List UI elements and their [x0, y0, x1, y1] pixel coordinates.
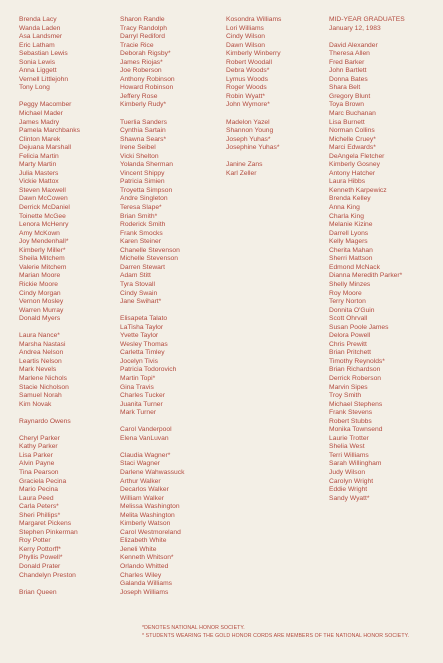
column-spacer [19, 409, 80, 418]
graduate-name: Julia Masters [19, 169, 59, 177]
graduate-name: Charles Tucker [120, 392, 165, 400]
graduate-name: Frank Smocks [120, 229, 163, 237]
graduate-name: Felicia Martin [19, 152, 59, 160]
graduate-name: Yvette Taylor [120, 332, 159, 340]
graduate-name: Orlando Whitted [120, 563, 169, 570]
graduate-name: Brenda Lacy [19, 16, 57, 23]
graduate-name: Marian Moore [19, 272, 61, 280]
graduate-name: Melita Washington [120, 511, 175, 519]
graduate-name: Yolanda Sherman [120, 161, 173, 169]
graduate-name: Warren Murray [19, 306, 64, 314]
graduate-name: Marci Edwards* [329, 144, 376, 152]
graduate-name: Carletta Timley [120, 349, 165, 357]
graduate-name: Monika Townsend [329, 426, 383, 434]
graduate-name: Joseph Yuhas* [226, 135, 271, 143]
graduate-name: Kimberly Watson [120, 520, 171, 528]
graduate-name: Lori Williams [226, 24, 264, 32]
graduate-name: Anthony Robinson [120, 75, 175, 83]
graduate-name: Elena VanLuvan [120, 434, 169, 442]
graduate-name: Tina Pearson [19, 468, 59, 476]
graduate-name: Kelly Magers [329, 238, 368, 246]
graduate-name: Melissa Washington [120, 503, 180, 511]
graduate-name: Donna Bates [329, 75, 368, 83]
graduate-name: Troyetta Simpson [120, 186, 173, 194]
graduate-name: Kimberly Rudy* [120, 101, 167, 109]
graduate-name: Staci Wagner [120, 460, 160, 468]
graduate-name: Timothy Reynolds* [329, 357, 385, 365]
graduate-name: Howard Robinson [120, 84, 174, 92]
graduate-name: Adam Stitt [120, 272, 151, 280]
graduate-name: Mark Turner [120, 409, 157, 417]
graduate-name: Valerie Mitchem [19, 263, 67, 271]
graduate-name: Cherita Mahan [329, 246, 373, 254]
graduate-name: Irene Seibel [120, 144, 156, 152]
names-column-4 [329, 16, 402, 503]
graduate-name: Michael Stephens [329, 400, 383, 408]
graduate-name: Graciela Pecina [19, 477, 67, 485]
graduate-name: Elisapeta Talato [120, 315, 168, 323]
graduate-name: Donald Prater [19, 563, 61, 570]
graduate-name: Kim Novak [19, 400, 52, 408]
graduate-name: Tracy Randolph [120, 24, 167, 32]
graduate-name: Roy Potter [19, 537, 51, 545]
graduate-name: Anna King [329, 204, 360, 212]
graduate-name: Laura Nance* [19, 332, 60, 340]
graduate-name: Cynthia Sartain [120, 127, 166, 135]
graduate-name: Theresa Allen [329, 50, 370, 58]
graduate-name: Cindy Morgan [19, 289, 61, 297]
graduate-name: Karl Zeller [226, 169, 257, 177]
column-spacer [120, 443, 184, 452]
graduate-name: Kosondra Williams [226, 16, 282, 23]
graduate-name: Sherri Mattson [329, 255, 373, 263]
graduate-name: William Walker [120, 494, 164, 502]
graduate-name: Kimberly Miller* [19, 246, 66, 254]
graduate-name: Deborah Rigsby* [120, 50, 171, 58]
graduate-name: James Madry [19, 118, 60, 126]
graduate-name: Michelle Stevenson [120, 255, 178, 263]
graduate-name: Asa Landsmer [19, 33, 63, 41]
graduate-name: Brian Pritchett [329, 349, 371, 357]
graduate-name: Marlene Nichols [19, 374, 67, 382]
graduate-name: Toya Brown [329, 101, 364, 109]
graduate-name: Kimberly Winberry [226, 50, 281, 58]
graduate-name: Anna Liggett [19, 67, 57, 75]
graduate-name: Marsha Nastasi [19, 340, 66, 348]
graduate-name: Roderick Smith [120, 221, 166, 229]
graduate-name: Teresa Slape* [120, 204, 162, 212]
column-spacer [120, 307, 184, 316]
graduate-name: Tuerlia Sanders [120, 118, 167, 126]
graduate-name: Andrea Nelson [19, 349, 64, 357]
graduate-name: Martin Topi* [120, 374, 156, 382]
graduate-name: Michelle Cruey* [329, 135, 376, 143]
graduate-name: Terry Norton [329, 298, 366, 306]
graduate-name: Carla Peters* [19, 503, 59, 511]
graduate-name: David Alexander [329, 41, 378, 49]
graduate-name: Darrell Lyons [329, 229, 369, 237]
graduate-name: Marty Martin [19, 161, 57, 169]
graduate-name: Sharon Randle [120, 16, 165, 23]
graduate-name: Dianna Meredith Parker* [329, 272, 403, 280]
graduate-name: Vernell Littlejohn [19, 75, 69, 83]
graduate-name: Tracie Rice [120, 41, 154, 49]
graduate-name: Margaret Pickens [19, 520, 72, 528]
graduate-name: Joseph Williams [120, 588, 169, 596]
graduate-name: LaTisha Taylor [120, 323, 164, 331]
graduate-name: Shelly Minzes [329, 280, 371, 288]
graduate-name: Arthur Walker [120, 477, 161, 485]
graduate-name: Jocelyn Tivis [120, 357, 158, 365]
graduate-name: Shannon Young [226, 127, 274, 135]
graduate-name: Brenda Kelley [329, 195, 371, 203]
graduate-name: Laurie Trotter [329, 434, 369, 442]
graduate-name: Troy Smith [329, 392, 362, 400]
graduate-name: Vickie Mattox [19, 178, 59, 186]
graduate-name: Alvin Payne [19, 460, 55, 468]
graduate-name: Stacie Nicholson [19, 383, 69, 391]
graduate-name: Charles Wiley [120, 571, 162, 579]
graduate-name: Sarah Willingham [329, 460, 382, 468]
names-column-2 [120, 16, 184, 597]
graduate-name: Sebastian Lewis [19, 50, 68, 58]
graduate-name: Jane Swihart* [120, 298, 162, 306]
graduate-name: Raynardo Owens [19, 417, 71, 425]
graduate-name: Eddie Wright [329, 486, 368, 494]
graduate-name: Kenneth Whitson* [120, 554, 174, 562]
graduate-name: Josephine Yuhas* [226, 144, 280, 152]
graduate-name: Tony Long [19, 84, 50, 92]
graduate-name: Derrick Roberson [329, 374, 382, 382]
graduate-name: Marc Buchanan [329, 110, 376, 118]
column-spacer [19, 93, 80, 102]
graduate-name: Decarlos Walker [120, 486, 169, 494]
graduate-name: Amy McKown [19, 229, 60, 237]
graduate-name: Laura Peed [19, 494, 54, 502]
footnote-honor-society: *DENOTES NATIONAL HONOR SOCIETY. [142, 625, 245, 631]
graduate-name: Janine Zans [226, 161, 263, 169]
graduate-name: Dejuana Marshall [19, 144, 72, 152]
graduate-name: Madelon Yazel [226, 118, 270, 126]
graduate-name: Patricia Todorovich [120, 366, 177, 374]
graduate-name: Wesley Thomas [120, 340, 168, 348]
graduate-name: Fred Barker [329, 58, 365, 66]
graduate-name: Gina Travis [120, 383, 154, 391]
graduate-name: Robin Wyatt* [226, 92, 265, 100]
graduate-name: Jeneli White [120, 545, 157, 553]
graduate-name: Mario Pecina [19, 486, 59, 494]
graduate-name: Shawna Sears* [120, 135, 167, 143]
graduate-name: Lymus Woods [226, 75, 268, 83]
graduate-name: Melanie Kizine [329, 221, 373, 229]
graduate-name: Donald Myers [19, 315, 61, 323]
graduate-name: Pamela Marchbanks [19, 127, 80, 135]
graduate-name: Roger Woods [226, 84, 267, 92]
graduate-name: Robert Woodall [226, 58, 272, 66]
graduate-name: Edmond McNack [329, 263, 380, 271]
graduate-name: Cheryl Parker [19, 434, 60, 442]
graduate-name: Charla King [329, 212, 364, 220]
graduate-name: Michael Mader [19, 110, 63, 118]
column-spacer [19, 324, 80, 333]
graduate-name: Frank Stevens [329, 409, 373, 417]
graduate-name: Shelia West [329, 443, 365, 451]
graduate-name: Marvin Sipes [329, 383, 368, 391]
graduate-name: Galanda Williams [120, 580, 173, 588]
graduate-name: Sonia Lewis [19, 58, 56, 66]
column-spacer [226, 153, 281, 162]
graduate-name: Debra Woods* [226, 67, 270, 75]
graduate-name: Lisa Burnett [329, 118, 365, 126]
graduate-name: DeAngela Fletcher [329, 152, 385, 160]
graduate-name: Joy Mendenhall* [19, 238, 69, 246]
graduate-name: Rickie Moore [19, 280, 59, 288]
graduate-name: Leartis Nelson [19, 357, 62, 365]
graduate-name: Chanelle Stevenson [120, 246, 180, 254]
graduate-name: Chris Prewitt [329, 340, 367, 348]
graduate-name: Antony Hatcher [329, 169, 376, 177]
graduate-name: Elizabeth White [120, 537, 167, 545]
graduate-name: Andre Singleton [120, 195, 168, 203]
graduate-name: Judy Wilson [329, 468, 366, 476]
graduate-name: Kimberly Gosney [329, 161, 380, 169]
graduate-name: Dawn McCowen [19, 195, 68, 203]
graduate-name: Lenora McHenry [19, 221, 69, 229]
column-spacer [226, 110, 281, 119]
graduate-name: Claudia Wagner* [120, 451, 171, 459]
graduate-name: Susan Poole James [329, 323, 389, 331]
graduate-name: Wanda Laden [19, 24, 61, 32]
graduate-name: Joe Roberson [120, 67, 162, 75]
graduate-name: Karen Steiner [120, 238, 161, 246]
graduate-name: Gregory Blunt [329, 92, 371, 100]
graduate-name: Roy Moore [329, 289, 362, 297]
graduate-name: Eric Latham [19, 41, 55, 49]
header-title: MID-YEAR GRADUATES [329, 16, 405, 23]
footnotes [142, 624, 409, 640]
graduate-name: Tyra Stovall [120, 280, 155, 288]
names-column-1 [19, 16, 80, 597]
graduate-name: John Bartlett [329, 67, 367, 75]
graduate-name: Sheri Phillips* [19, 511, 61, 519]
footnote-gold-cords: * STUDENTS WEARING THE GOLD HONOR CORDS ARE MEMBERS OF THE NATIONAL HONOR SOCIETY. [142, 633, 410, 639]
graduate-name: Samuel Norah [19, 392, 62, 400]
graduate-name: James Riojas* [120, 58, 163, 66]
graduate-name: Phyllis Powell* [19, 554, 63, 562]
graduate-name: Darren Stewart [120, 263, 165, 271]
graduate-name: Brian Smith* [120, 212, 158, 220]
graduate-name: Derrick McDaniel [19, 204, 70, 212]
graduate-name: Carolyn Wright [329, 477, 374, 485]
graduate-name: Scott Ohrvall [329, 315, 368, 323]
header-date: January 12, 1983 [329, 24, 381, 32]
graduate-name: Robert Stubbs [329, 417, 372, 425]
graduate-name: Steven Maxwell [19, 186, 66, 194]
graduate-name: Chandelyn Preston [19, 571, 76, 579]
graduate-name: Norman Collins [329, 127, 375, 135]
graduate-name: Brian Richardson [329, 366, 381, 374]
names-column-3 [226, 16, 281, 178]
column-spacer [120, 110, 184, 119]
graduate-name: Cindy Swain [120, 289, 158, 297]
graduate-name: Carol Westmoreland [120, 528, 181, 536]
graduate-name: Vernon Mosley [19, 298, 64, 306]
graduate-name: Sheila Mitchem [19, 255, 65, 263]
column-spacer [120, 418, 184, 427]
graduate-name: Kenneth Karpewicz [329, 186, 387, 194]
graduate-name: John Wymore* [226, 101, 270, 109]
graduate-name: Jeffery Rose [120, 92, 158, 100]
graduate-name: Brian Queen [19, 588, 57, 596]
graduate-name: Vicki Shelton [120, 152, 159, 160]
graduate-name: Toinette McGee [19, 212, 66, 220]
graduate-name: Darryl Rediford [120, 33, 165, 41]
graduate-name: Juanita Turner [120, 400, 163, 408]
graduate-name: Mark Nevels [19, 366, 57, 374]
graduate-name: Peggy Macomber [19, 101, 72, 109]
graduate-name: Clinton Marek [19, 135, 61, 143]
graduate-name: Darlene Wahwassuck [120, 468, 185, 476]
column-spacer [329, 33, 402, 42]
graduate-name: Cindy Wilson [226, 33, 266, 41]
column-spacer [19, 426, 80, 435]
graduate-name: Sandy Wyatt* [329, 494, 370, 502]
graduate-name: Carol Vanderpool [120, 426, 172, 434]
column-spacer [19, 580, 80, 589]
graduate-name: Vincent Shippy [120, 169, 165, 177]
graduate-name: Lisa Parker [19, 451, 53, 459]
graduate-name: Terri Williams [329, 451, 369, 459]
graduate-name: Patricia Simien [120, 178, 165, 186]
graduate-name: Dawn Wilson [226, 41, 266, 49]
graduate-name: Shara Belt [329, 84, 361, 92]
mid-year-header [329, 16, 405, 33]
graduate-name: Donnita O'Guin [329, 306, 375, 314]
graduate-name: Laura Hibbs [329, 178, 366, 186]
graduate-name: Kathy Parker [19, 443, 58, 451]
graduate-name: Delora Powell [329, 332, 371, 340]
graduate-name: Stephen Pinkerman [19, 528, 78, 536]
graduate-name: Kerry Pottorff* [19, 545, 61, 553]
